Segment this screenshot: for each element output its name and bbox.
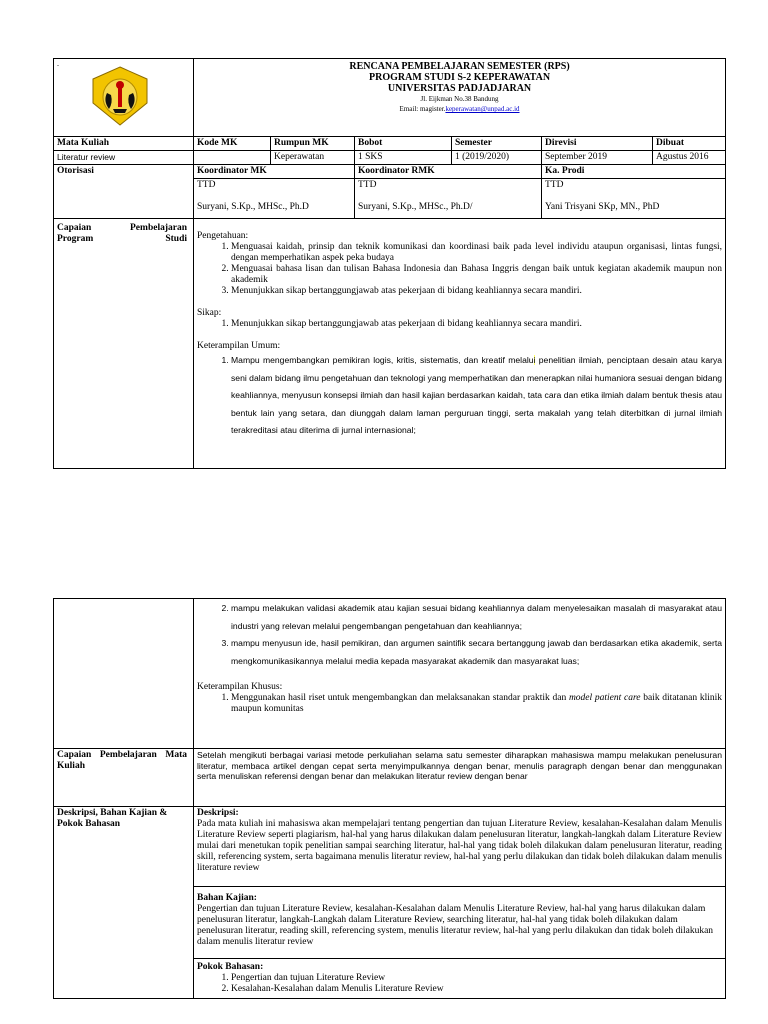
cpmk-label — [54, 749, 194, 807]
ku1-text-b: penelitian ilmiah, penciptaan desain atau karya seni dalam bidang ilmu pengetahuan dan teknologi yang memperhatikan dan menerapkan nilai humaniora sesuai dengan bidang keahliannya, menyusun konsepsi ilmiah dan hasil kajian berdasarkan kaidah, tata cara dan etika ilmiah dalam bentuk thesis atau bentuk lain yang setara, dan diunggah dalam laman perguruan tinggi, serta makalah yang telah diterbitkan di jurnal ilmiah terakreditasi atau diterima di jurnal internasional; — [231, 355, 723, 435]
h-direvisi: Direvisi — [542, 137, 653, 151]
v-rumpun-mk: Keperawatan — [271, 151, 355, 165]
deskripsi-text: Pada mata kuliah ini mahasiswa akan mempelajari tentang pengertian dan tujuan Literature Review, kesalahan-Kesalahan dalam Menulis Literature Review seperti plagiarism, hal-hal yang harus dilakukan dalam penelusuran literatur, langkah-langkah dalam Literature Review mulai dari menetukan topik penelitian sampai searching literatur, hal-hal yang tidak boleh dilakukan dalam penelusuran literatur, reading skill, referencing system, serta bagaimana menulis literatur review, hal-hal yang perlu dilakukan dan tidak boleh dilakukan dalam menulis literature review — [197, 819, 722, 873]
pokok-bahasan-list — [197, 973, 722, 995]
h-bobot: Bobot — [355, 137, 452, 151]
deskripsi-content — [194, 807, 726, 887]
list-item: 1. Pengertian dan tujuan Literature Review — [231, 973, 722, 984]
list-item: 3. Menunjukkan sikap bertanggungjawab atas pekerjaan di bidang keahliannya secara mandiri. — [231, 286, 722, 297]
h-ka-prodi: Ka. Prodi — [542, 165, 726, 179]
pengetahuan-label: Pengetahuan: — [197, 231, 249, 241]
unpad-logo-icon — [89, 65, 151, 127]
bahan-kajian-label: Bahan Kajian: — [197, 893, 257, 903]
sign-mk — [194, 179, 355, 219]
name-mk: Suryani, S.Kp., MHSc., Ph.D — [197, 202, 309, 212]
rps-table-page-1 — [53, 58, 726, 469]
bahan-kajian-text: Pengertian dan tujuan Literature Review, kesalahan-Kesalahan dalam Menulis Literature Review, hal-hal yang harus dilakukan dalam penelusuran literatur, langkah-Langkah dalam Literature Review, searching literatur, hal-hal yang tidak boleh dilakukan dalam penelusuran literatur, reading skill, referencing system, menulis literatur review, hal-hal yang perlu dilakukan dan tidak boleh dilakukan dalam menulis literatur review — [197, 904, 714, 947]
kk1-text-a: Menggunakan hasil riset untuk mengembangkan dan melaksanakan standar praktik dan — [231, 693, 569, 703]
cpl-label — [54, 219, 194, 469]
list-item: 3. mampu menyusun ide, hasil pemikiran, dan argumen saintifik secara bertanggung jawab dan berdasarkan etika akademik, serta mengkomunikasikannya melalui media kepada masyarakat akademik dan masyarakat luas; — [231, 635, 722, 670]
pokok-bahasan-content — [194, 959, 726, 999]
email-label: Email: magister. — [399, 105, 446, 113]
cpl-label-text: Capaian Pembelajaran Program Studi — [57, 223, 187, 244]
sign-prodi — [542, 179, 726, 219]
cpl-content — [194, 219, 726, 469]
pengetahuan-list — [197, 242, 722, 297]
cpl-cont-label — [54, 599, 194, 749]
name-prodi: Yani Trisyani SKp, MN., PhD — [545, 202, 660, 212]
keterampilan-khusus-list — [197, 693, 722, 715]
bahan-kajian-content — [194, 887, 726, 959]
list-item: 1. Menunjukkan sikap bertanggungjawab atas pekerjaan di bidang keahliannya secara mandiri. — [231, 319, 722, 330]
address-text: Jl. Eijkman No.38 Bandung — [420, 95, 499, 103]
deskripsi-label — [54, 807, 194, 999]
sign-rmk — [355, 179, 542, 219]
ttd-text: TTD — [358, 180, 377, 190]
v-dibuat: Agustus 2016 — [653, 151, 726, 165]
sikap-label: Sikap: — [197, 308, 222, 318]
list-item: 1. Menguasai kaidah, prinsip dan teknik komunikasi dan koordinasi baik pada level individu ataupun organisasi, lintas fungsi, dengan memperhatikan aspek peka budaya — [231, 242, 722, 264]
email-line — [197, 104, 722, 114]
h-rumpun-mk: Rumpun MK — [271, 137, 355, 151]
v-direvisi: September 2019 — [542, 151, 653, 165]
h-koordinator-rmk: Koordinator RMK — [355, 165, 542, 179]
keterampilan-khusus-label: Keterampilan Khusus: — [197, 682, 283, 692]
h-semester: Semester — [452, 137, 542, 151]
h-koordinator-mk: Koordinator MK — [194, 165, 355, 179]
v-semester: 1 (2019/2020) — [452, 151, 542, 165]
cpl-cont-content — [194, 599, 726, 749]
list-item — [231, 352, 722, 440]
keterampilan-umum-label: Keterampilan Umum: — [197, 341, 281, 351]
list-item — [231, 693, 722, 715]
logo-dash: - — [57, 63, 59, 69]
ttd-text: TTD — [197, 180, 216, 190]
kk1-italic: model patient care — [568, 693, 641, 703]
v-mata-kuliah: Literatur review — [54, 151, 194, 165]
logo-cell — [54, 59, 194, 137]
deskripsi-sub-label: Deskripsi: — [197, 808, 239, 818]
list-item: 2. mampu melakukan validasi akademik atau kajian sesuai bidang keahliannya dalam menyelesaikan masalah di masyarakat atau industri yang relevan melalui pengembangan pengetahuan dan keahliannya; — [231, 600, 722, 635]
v-bobot: 1 SKS — [355, 151, 452, 165]
cpmk-label-text: Capaian Pembelajaran Mata Kuliah — [57, 750, 187, 771]
cpmk-text: Setelah mengikuti berbagai variasi metode perkuliahan selama satu semester diharapkan mahasiswa mampu melakukan penelusuran literatur, membaca artikel dengan cepat serta menyimpulkannya dengan benar, menulis paragraph dengan benar dan menggunakan serta menuliskan referensi dengan benar dan melakukan literatur review dengan benar — [194, 749, 726, 807]
h-dibuat: Dibuat — [653, 137, 726, 151]
v-kode-mk — [194, 151, 271, 165]
ku1-highlight: i — [533, 355, 536, 365]
rps-table-page-2 — [53, 598, 726, 999]
otorisasi-label: Otorisasi — [54, 165, 194, 219]
ku1-text-a: Mampu mengembangkan pemikiran logis, kritis, sistematis, dan kreatif melalu — [231, 355, 534, 365]
h-mata-kuliah: Mata Kuliah — [54, 137, 194, 151]
h-kode-mk: Kode MK — [194, 137, 271, 151]
keterampilan-umum-list-cont — [197, 600, 722, 670]
sikap-list — [197, 319, 722, 330]
rps-title: RENCANA PEMBELAJARAN SEMESTER (RPS) — [349, 61, 570, 72]
ttd-text: TTD — [545, 180, 564, 190]
kk1-text-b: baik ditatanan klinik maupun komunitas — [231, 693, 722, 714]
header-cell — [194, 59, 726, 137]
list-item: 2. Menguasai bahasa lisan dan tulisan Bahasa Indonesia dan Bahasa Inggris dengan baik untuk kegiatan akademik maupun non akademik — [231, 264, 722, 286]
deskripsi-label-text: Deskripsi, Bahan Kajian & Pokok Bahasan — [57, 808, 168, 829]
keterampilan-umum-list — [197, 352, 722, 440]
email-link[interactable]: keperawatan@unpad.ac.id — [445, 105, 520, 113]
name-rmk: Suryani, S.Kp., MHSc., Ph.D/ — [358, 202, 473, 212]
list-item: 2. Kesalahan-Kesalahan dalam Menulis Literature Review — [231, 984, 722, 995]
program-title: PROGRAM STUDI S-2 KEPERAWATAN — [369, 72, 551, 83]
pokok-bahasan-label: Pokok Bahasan: — [197, 962, 264, 972]
university-title: UNIVERSITAS PADJADJARAN — [387, 83, 532, 94]
